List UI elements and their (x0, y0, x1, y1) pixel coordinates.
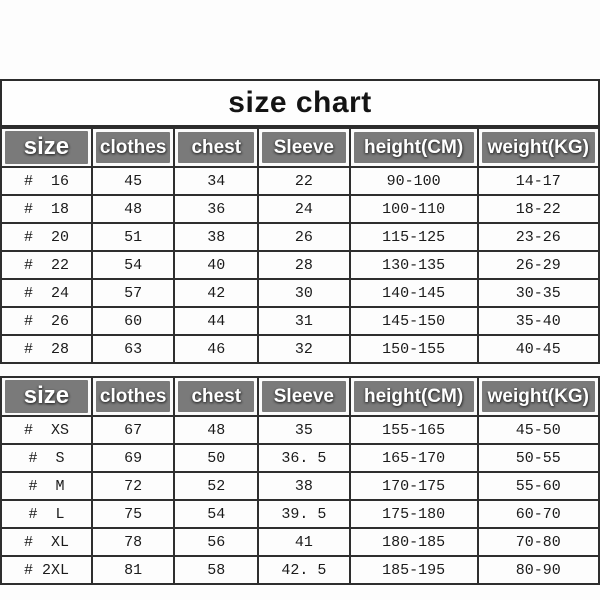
table-cell: 18-22 (478, 195, 599, 223)
table-cell: 67 (92, 416, 175, 444)
column-header-height-cm (350, 377, 478, 416)
table-row (1, 195, 599, 223)
column-header-clothes (92, 377, 175, 416)
table-cell: 24 (258, 195, 349, 223)
table-row (1, 416, 599, 444)
table-cell: 52 (174, 472, 258, 500)
column-header-label: height(CM) (354, 132, 474, 163)
table-cell: 50 (174, 444, 258, 472)
adult-size-table (0, 376, 600, 585)
table-cell: 26-29 (478, 251, 599, 279)
column-header-label: clothes (96, 132, 171, 163)
table-gap (0, 364, 600, 376)
table-row (1, 307, 599, 335)
table-cell: 81 (92, 556, 175, 584)
table-cell: 48 (174, 416, 258, 444)
title-box (0, 79, 600, 127)
table-cell: 145-150 (350, 307, 478, 335)
table-cell: 51 (92, 223, 175, 251)
column-header-label: height(CM) (354, 381, 474, 412)
table-cell: 115-125 (350, 223, 478, 251)
column-header-size (1, 128, 92, 167)
table-row (1, 279, 599, 307)
table-cell: # XL (1, 528, 92, 556)
table-cell: 40-45 (478, 335, 599, 363)
table-row (1, 167, 599, 195)
column-header-label: size (5, 380, 88, 413)
table-row (1, 528, 599, 556)
table-cell: # M (1, 472, 92, 500)
column-header-label: Sleeve (262, 381, 345, 412)
table-cell: 150-155 (350, 335, 478, 363)
table-cell: # 22 (1, 251, 92, 279)
table-cell: 14-17 (478, 167, 599, 195)
table-cell: 38 (258, 472, 349, 500)
table-cell: # 18 (1, 195, 92, 223)
column-header-height-cm (350, 128, 478, 167)
column-header-label: weight(KG) (482, 132, 595, 163)
table-cell: 45 (92, 167, 175, 195)
table-cell: 39. 5 (258, 500, 349, 528)
table-cell: 155-165 (350, 416, 478, 444)
table-cell: 48 (92, 195, 175, 223)
table-row (1, 500, 599, 528)
column-header-size (1, 377, 92, 416)
table-cell: 35 (258, 416, 349, 444)
column-header-sleeve (258, 128, 349, 167)
table-cell: 69 (92, 444, 175, 472)
table-cell: 54 (174, 500, 258, 528)
table-row (1, 223, 599, 251)
column-header-sleeve (258, 377, 349, 416)
table-cell: 58 (174, 556, 258, 584)
column-header-chest (174, 128, 258, 167)
table-row (1, 251, 599, 279)
table-row (1, 335, 599, 363)
column-header-chest (174, 377, 258, 416)
kids-size-table (0, 127, 600, 364)
table-cell: 34 (174, 167, 258, 195)
table-cell: # 28 (1, 335, 92, 363)
column-header-clothes (92, 128, 175, 167)
table-cell: 60 (92, 307, 175, 335)
column-header-label: chest (178, 381, 254, 412)
column-header-label: chest (178, 132, 254, 163)
table-cell: 42 (174, 279, 258, 307)
table-cell: # XS (1, 416, 92, 444)
table-row (1, 444, 599, 472)
table-cell: 165-170 (350, 444, 478, 472)
table-cell: 78 (92, 528, 175, 556)
table-cell: # 16 (1, 167, 92, 195)
table-cell: # 24 (1, 279, 92, 307)
column-header-weight-kg (478, 128, 599, 167)
table-cell: # L (1, 500, 92, 528)
column-header-label: size (5, 131, 88, 164)
table-cell: 32 (258, 335, 349, 363)
table-cell: 130-135 (350, 251, 478, 279)
table-row (1, 556, 599, 584)
table-cell: 22 (258, 167, 349, 195)
table-cell: 30-35 (478, 279, 599, 307)
table-cell: 180-185 (350, 528, 478, 556)
table-cell: 57 (92, 279, 175, 307)
table-cell: 46 (174, 335, 258, 363)
table-cell: 175-180 (350, 500, 478, 528)
table-cell: 185-195 (350, 556, 478, 584)
table-cell: 35-40 (478, 307, 599, 335)
table-cell: 42. 5 (258, 556, 349, 584)
table-cell: 36. 5 (258, 444, 349, 472)
table-cell: 36 (174, 195, 258, 223)
column-header-label: weight(KG) (482, 381, 595, 412)
table-cell: 72 (92, 472, 175, 500)
table-cell: 54 (92, 251, 175, 279)
table-cell: 31 (258, 307, 349, 335)
table-cell: 75 (92, 500, 175, 528)
table-cell: 26 (258, 223, 349, 251)
table-row (1, 472, 599, 500)
table-cell: 60-70 (478, 500, 599, 528)
table-cell: 63 (92, 335, 175, 363)
table-cell: 50-55 (478, 444, 599, 472)
table-cell: 170-175 (350, 472, 478, 500)
column-header-label: Sleeve (262, 132, 345, 163)
header-row (1, 377, 599, 416)
table-cell: 90-100 (350, 167, 478, 195)
table-cell: 38 (174, 223, 258, 251)
table-cell: 56 (174, 528, 258, 556)
table-cell: 41 (258, 528, 349, 556)
column-header-label: clothes (96, 381, 171, 412)
table-cell: 44 (174, 307, 258, 335)
table-cell: # 26 (1, 307, 92, 335)
table-cell: 70-80 (478, 528, 599, 556)
table-cell: 55-60 (478, 472, 599, 500)
page-title: size chart (228, 86, 372, 119)
table-cell: # 20 (1, 223, 92, 251)
table-cell: 28 (258, 251, 349, 279)
header-row (1, 128, 599, 167)
table-cell: # 2XL (1, 556, 92, 584)
table-cell: 100-110 (350, 195, 478, 223)
table-cell: 30 (258, 279, 349, 307)
column-header-weight-kg (478, 377, 599, 416)
table-cell: 40 (174, 251, 258, 279)
table-cell: 45-50 (478, 416, 599, 444)
table-cell: 80-90 (478, 556, 599, 584)
table-cell: # S (1, 444, 92, 472)
table-cell: 140-145 (350, 279, 478, 307)
table-cell: 23-26 (478, 223, 599, 251)
